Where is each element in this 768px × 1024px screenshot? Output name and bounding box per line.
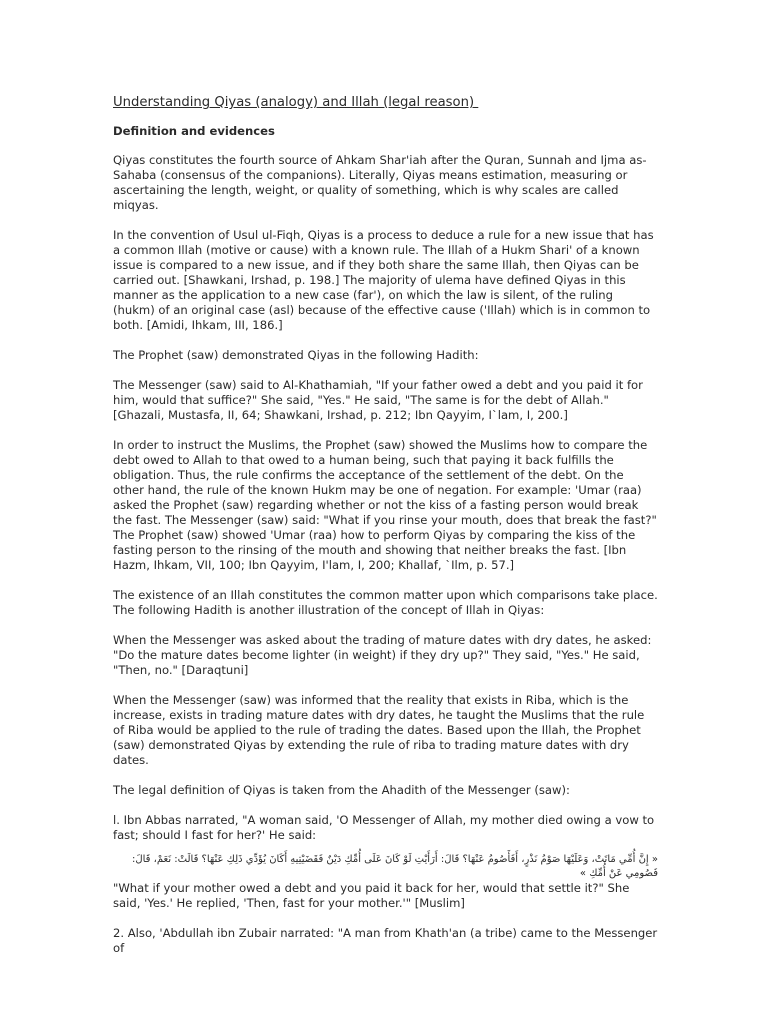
paragraph-riba-explanation: When the Messenger (saw) was informed that the reality that exists in Riba, which is the increase, exists in trading mature dates with dry dates, he taught the Muslims that the rule of Riba would be applied to the rule of trading the dates. Based upon the Illah, the Prophet (saw) demonstrated Qiyas by extending the rule of riba to trading mature dates with dry dates. [113, 693, 645, 767]
paragraph-instruct-muslims: In order to instruct the Muslims, the Prophet (saw) showed the Muslims how to compare the debt owed to Allah to that owed to a human being, such that paying it back fulfills the obligation. Thus, the rule confirms the acceptance of the settlement of the debt. On the other hand, the rule of the known Hukm may be one of negation. For example: 'Umar (raa) asked the Prophet (saw) regarding whether or not the kiss of a fasting person would break the fast. The Messenger (saw) said: "What if you rinse your mouth, does that break the fast?" The Prophet (saw) showed 'Umar (raa) how to perform Qiyas by comparing the kiss of the fasting person to the rinsing of the mouth and showing that neither breaks the fast. [Ibn Hazm, Ihkam, VII, 100; Ibn Qayyim, I'lam, I, 200; Khallaf, `Ilm, p. 57.] [113, 438, 657, 572]
section-heading: Definition and evidences [113, 124, 275, 138]
arabic-hadith-quote: « إِنَّ أُمِّي مَاتَتْ، وَعَلَيْهَا صَوْمُ نَذْرٍ، أَفَأَصُومُ عَنْهَا؟ قَالَ: أَرَأَيْتِ لَوْ كَانَ عَلَى أُمِّكِ دَيْنٌ فَقَضَيْتِيهِ أَكَانَ يُؤَدِّي ذَلِكِ عَنْهَا؟ قَالَتْ: نَعَمْ، قَالَ: فَصُومِي عَنْ أُمِّكِ » [132, 854, 658, 879]
paragraph-mature-dates-hadith: When the Messenger was asked about the trading of mature dates with dry dates, he asked: "Do the mature dates become lighter (in weight) if they dry up?" They said, "Yes." He said, "Then, no." [Daraqtuni] [113, 633, 652, 677]
paragraph-ibn-abbas-narration: l. Ibn Abbas narrated, "A woman said, 'O Messenger of Allah, my mother died owing a vow to fast; should I fast for her?' He said: [113, 813, 655, 842]
paragraph-usul-ul-fiqh: In the convention of Usul ul-Fiqh, Qiyas is a process to deduce a rule for a new issue that has a common Illah (motive or cause) with a known rule. The Illah of a Hukm Shari' of a known issue is compared to a new issue, and if they both share the same Illah, then Qiyas can be carried out. [Shawkani, Irshad, p. 198.] The majority of ulema have defined Qiyas in this manner as the application to a new case (far'), on which the law is silent, of the ruling (hukm) of an original case (asl) because of the effective cause ('Illah) which is in common to both. [Amidi, Ihkam, III, 186.] [113, 228, 654, 332]
paragraph-qiyas-definition: Qiyas constitutes the fourth source of Ahkam Shar'iah after the Quran, Sunnah and Ijma as-Sahaba (consensus of the companions). Literally, Qiyas means estimation, measuring or ascertaining the length, weight, or quality of something, which is why scales are called miqyas. [113, 153, 647, 212]
paragraph-illah-existence: The existence of an Illah constitutes the common matter upon which comparisons take place. The following Hadith is another illustration of the concept of Illah in Qiyas: [113, 588, 658, 617]
paragraph-abdullah-ibn-zubair: 2. Also, 'Abdullah ibn Zubair narrated: "A man from Khath'an (a tribe) came to the Messenger of [113, 926, 658, 955]
paragraph-legal-definition: The legal definition of Qiyas is taken from the Ahadith of the Messenger (saw): [113, 783, 570, 797]
paragraph-prophet-demonstrated: The Prophet (saw) demonstrated Qiyas in the following Hadith: [113, 348, 479, 362]
document-title: Understanding Qiyas (analogy) and Illah (legal reason) [113, 95, 479, 110]
paragraph-translation: "What if your mother owed a debt and you paid it back for her, would that settle it?" She said, 'Yes.' He replied, 'Then, fast for your mother.'" [Muslim] [113, 881, 630, 910]
document-body [113, 94, 658, 971]
paragraph-khathamiah-hadith: The Messenger (saw) said to Al-Khathamiah, "If your father owed a debt and you paid it for him, would that suffice?" She said, "Yes." He said, "The same is for the debt of Allah." [Ghazali, Mustasfa, II, 64; Shawkani, Irshad, p. 212; Ibn Qayyim, I`lam, I, 200.] [113, 378, 643, 422]
